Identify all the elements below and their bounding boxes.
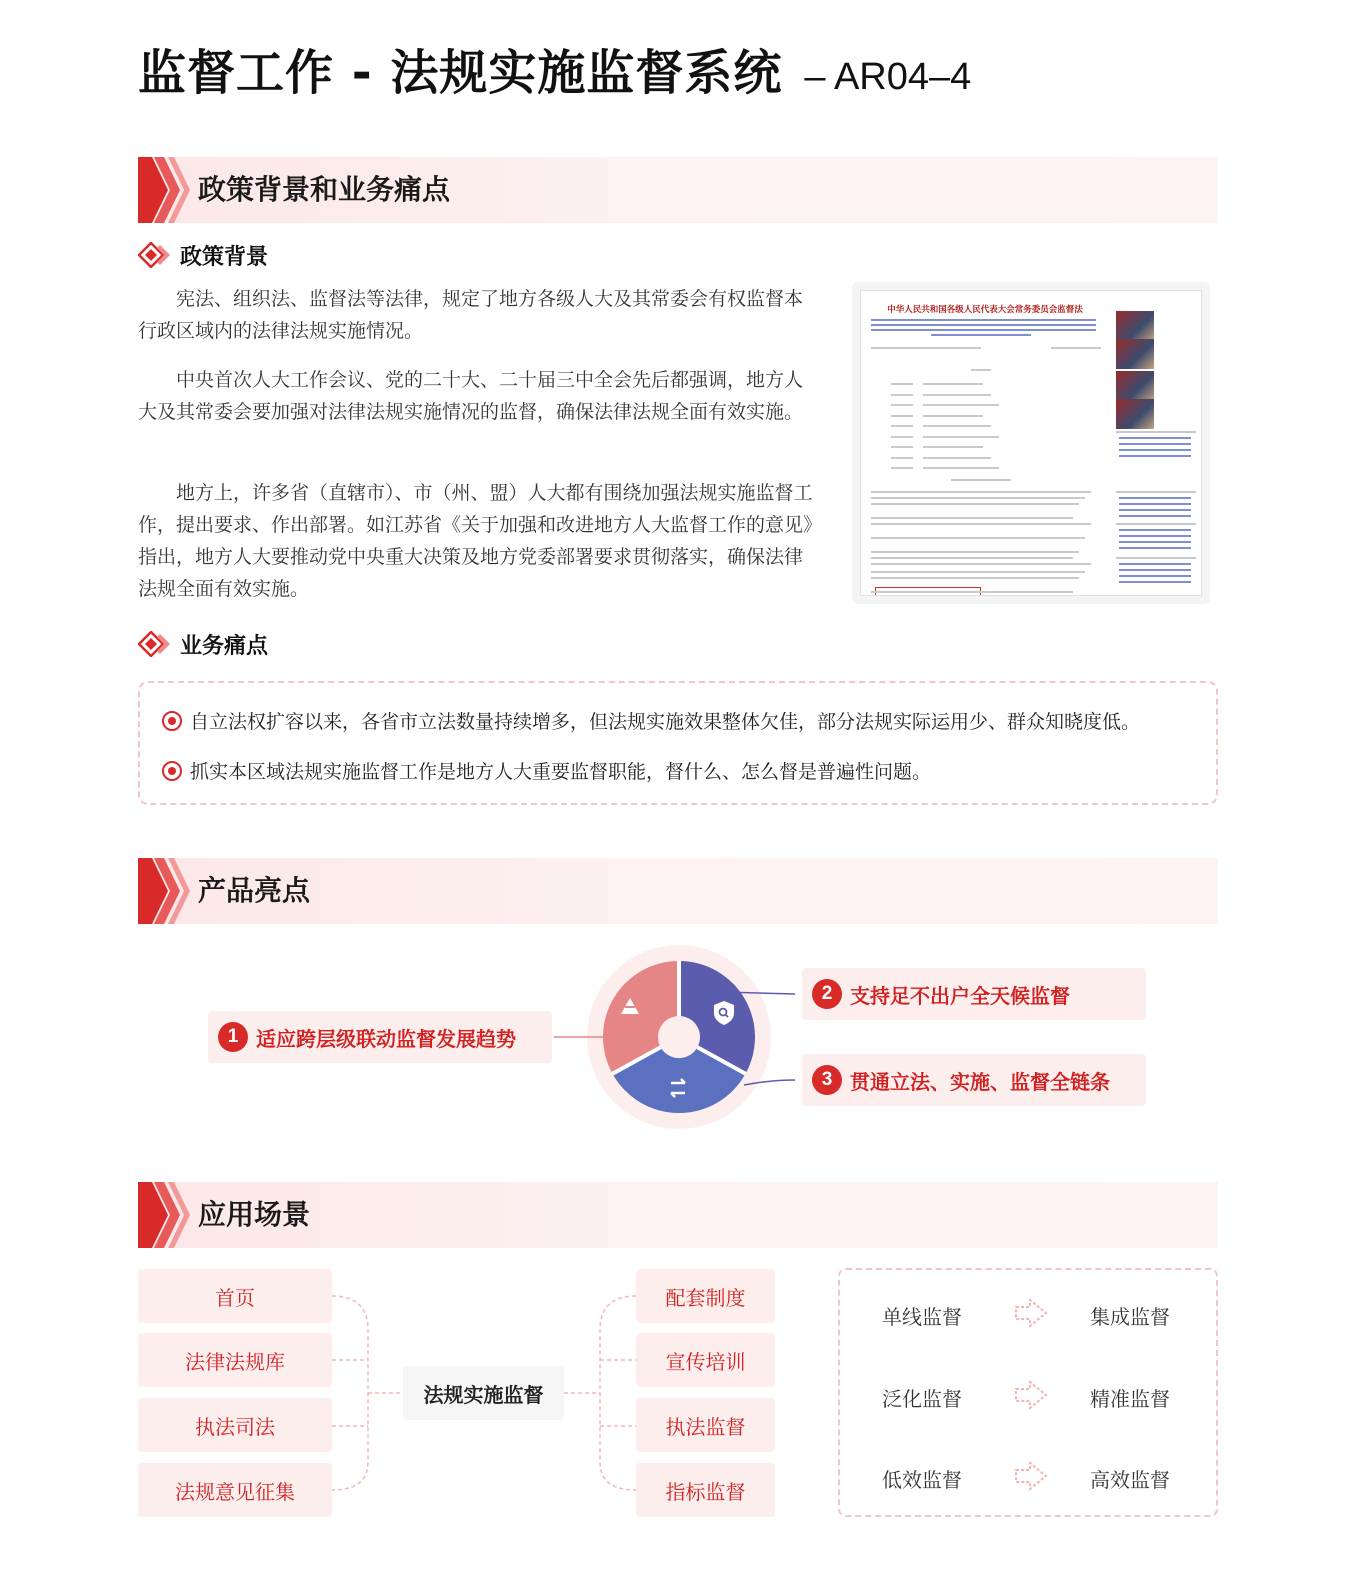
- diamond-bullet-icon: [138, 242, 172, 268]
- scenario-node-law-enforcement-judiciary: 执法司法: [138, 1398, 332, 1452]
- feature-number: 2: [812, 979, 842, 1009]
- policy-paragraph-2: 中央首次人大工作会议、党的二十大、二十届三中全会先后都强调，地方人大及其常委会要加强对法律法规实施情况的监督，确保法律法规全面有效实施。: [138, 369, 804, 423]
- screenshot-text-line: [891, 436, 913, 438]
- pain-point-item: [162, 707, 1140, 734]
- feature-text: 支持足不出户全天候监督: [850, 983, 1070, 1008]
- screenshot-text-line: [1119, 575, 1191, 577]
- pain-point-item: [162, 757, 931, 784]
- scenario-center-node: 法规实施监督: [403, 1366, 564, 1420]
- screenshot-text-line: [891, 467, 913, 469]
- screenshot-text-line: [1119, 581, 1191, 583]
- screenshot-text-line: [923, 394, 991, 396]
- scenario-node-opinion-collection: 法规意见征集: [138, 1463, 332, 1517]
- section-title-highlights: 产品亮点: [198, 874, 311, 907]
- screenshot-text-line: [1119, 547, 1191, 549]
- news-photo-thumbnail: [1116, 371, 1154, 401]
- arrow-right-icon: [1014, 1298, 1048, 1328]
- screenshot-text-line: [1119, 449, 1191, 451]
- screenshot-text-line: [1116, 557, 1196, 559]
- screenshot-text-line: [871, 503, 1079, 505]
- comparison-to: 高效监督: [1090, 1468, 1170, 1492]
- screenshot-text-line: [1119, 563, 1191, 565]
- comparison-to: 集成监督: [1090, 1305, 1170, 1329]
- chevron-decoration-icon: [138, 157, 190, 223]
- feature-number: 3: [812, 1065, 842, 1095]
- chevron-decoration-icon: [138, 858, 190, 924]
- screenshot-text-line: [871, 551, 1079, 553]
- scenario-node-supporting-system: 配套制度: [636, 1269, 775, 1323]
- screenshot-text-line: [891, 404, 913, 406]
- arrow-right-icon: [1014, 1380, 1048, 1410]
- policy-paragraph-1: 宪法、组织法、监督法等法律，规定了地方各级人大及其常委会有权监督本行政区域内的法律法规实施情况。: [138, 288, 804, 342]
- feature-text: 适应跨层级联动监督发展趋势: [256, 1026, 516, 1051]
- section-header-scenarios: [138, 1182, 1218, 1248]
- screenshot-text-line: [871, 563, 1091, 565]
- screenshot-text-line: [1119, 443, 1191, 445]
- feature-text: 贯通立法、实施、监督全链条: [850, 1069, 1110, 1094]
- screenshot-text-line: [923, 383, 983, 385]
- screenshot-text-line: [923, 457, 991, 459]
- screenshot-text-line: [923, 467, 999, 469]
- supervision-comparison-box: [838, 1268, 1218, 1517]
- screenshot-text-line: [891, 383, 913, 385]
- law-webpage-screenshot: [852, 282, 1210, 604]
- screenshot-text-line: [891, 425, 913, 427]
- screenshot-text-line: [1119, 541, 1191, 543]
- news-photo-thumbnail: [1116, 399, 1154, 429]
- screenshot-text-line: [871, 319, 1096, 321]
- screenshot-text-line: [891, 457, 913, 459]
- news-photo-thumbnail: [1116, 339, 1154, 369]
- scenario-node-enforcement-supervision: 执法监督: [636, 1398, 775, 1452]
- screenshot-text-line: [1119, 437, 1191, 439]
- screenshot-text-line: [971, 369, 991, 371]
- highlights-donut-chart: [586, 944, 772, 1130]
- policy-heading: [138, 239, 268, 271]
- arrow-right-icon: [1014, 1461, 1048, 1491]
- page-title-code: – AR04–4: [804, 56, 972, 98]
- screenshot-text-line: [1119, 529, 1191, 531]
- screenshot-text-line: [891, 446, 913, 448]
- scenario-node-law-library: 法律法规库: [138, 1333, 332, 1387]
- screenshot-text-line: [923, 404, 999, 406]
- screenshot-text-line: [871, 347, 981, 349]
- target-bullet-icon: [162, 761, 182, 781]
- pain-heading: [138, 628, 268, 660]
- comparison-to: 精准监督: [1090, 1387, 1170, 1411]
- screenshot-text-line: [1119, 503, 1191, 505]
- comparison-from: 泛化监督: [882, 1387, 962, 1411]
- screenshot-text-line: [1119, 535, 1191, 537]
- page-title: [138, 34, 972, 101]
- feature-number: 1: [218, 1022, 248, 1052]
- section-title-scenarios: 应用场景: [198, 1198, 311, 1231]
- screenshot-text-line: [923, 425, 991, 427]
- policy-heading-text: 政策背景: [180, 244, 269, 270]
- screenshot-text-line: [1051, 347, 1101, 349]
- screenshot-text-line: [871, 324, 1096, 326]
- section-header-highlights: [138, 858, 1218, 924]
- feature-3: [802, 1054, 1146, 1106]
- screenshot-text-line: [1116, 431, 1196, 433]
- screenshot-text-line: [871, 537, 1085, 539]
- scenario-node-home: 首页: [138, 1269, 332, 1323]
- comparison-from: 低效监督: [882, 1468, 962, 1492]
- screenshot-text-line: [923, 436, 999, 438]
- law-webpage-content: [860, 290, 1202, 596]
- pain-points-box: [138, 681, 1218, 805]
- screenshot-text-line: [871, 517, 1073, 519]
- screenshot-text-line: [1119, 569, 1191, 571]
- screenshot-text-line: [951, 479, 1011, 481]
- screenshot-text-line: [1119, 515, 1191, 517]
- screenshot-text-line: [931, 334, 1031, 336]
- pain-heading-text: 业务痛点: [180, 633, 269, 659]
- screenshot-text-line: [1116, 523, 1196, 525]
- pain-point-text: 抓实本区域法规实施监督工作是地方人大重要监督职能，督什么、怎么督是普遍性问题。: [190, 761, 932, 783]
- section-header-background: [138, 157, 1218, 223]
- chevron-decoration-icon: [138, 1182, 190, 1248]
- target-bullet-icon: [162, 711, 182, 731]
- screenshot-text-line: [891, 394, 913, 396]
- scenario-node-publicity-training: 宣传培训: [636, 1333, 775, 1387]
- screenshot-text-line: [923, 446, 983, 448]
- comparison-from: 单线监督: [882, 1305, 962, 1329]
- screenshot-text-line: [891, 415, 913, 417]
- screenshot-text-line: [871, 577, 1079, 579]
- screenshot-text-line: [871, 491, 1091, 493]
- screenshot-text-line: [871, 523, 1091, 525]
- pain-point-text: 自立法权扩容以来，各省市立法数量持续增多，但法规实施效果整体欠佳，部分法规实际运用少、群众知晓度低。: [190, 711, 1141, 733]
- screenshot-text-line: [1119, 497, 1191, 499]
- screenshot-text-line: [871, 591, 1073, 593]
- diamond-bullet-icon: [138, 631, 172, 657]
- screenshot-text-line: [923, 415, 983, 417]
- news-photo-thumbnail: [1116, 311, 1154, 341]
- screenshot-text-line: [871, 497, 1085, 499]
- feature-2: [802, 968, 1146, 1020]
- feature-1: [208, 1011, 552, 1063]
- screenshot-text-line: [1119, 509, 1191, 511]
- screenshot-text-line: [871, 571, 1085, 573]
- screenshot-text-line: [871, 329, 1096, 331]
- screenshot-text-line: [1119, 455, 1191, 457]
- screenshot-text-line: [871, 557, 1073, 559]
- law-webpage-title: 中华人民共和国各级人民代表大会常务委员会监督法: [887, 305, 1083, 315]
- page-title-main: 监督工作 - 法规实施监督系统: [138, 45, 783, 101]
- section-title-background: 政策背景和业务痛点: [198, 173, 451, 206]
- policy-paragraph-3: 地方上，许多省（直辖市）、市（州、盟）人大都有围绕加强法规实施监督工作，提出要求、作出部署。如江苏省《关于加强和改进地方人大监督工作的意见》指出，地方人大要推动党中央重大决策及地方党委部署要求贯彻落实，确保法律法规全面有效实施。: [138, 482, 813, 600]
- screenshot-text-line: [1116, 491, 1196, 493]
- scenario-node-indicator-supervision: 指标监督: [636, 1463, 775, 1517]
